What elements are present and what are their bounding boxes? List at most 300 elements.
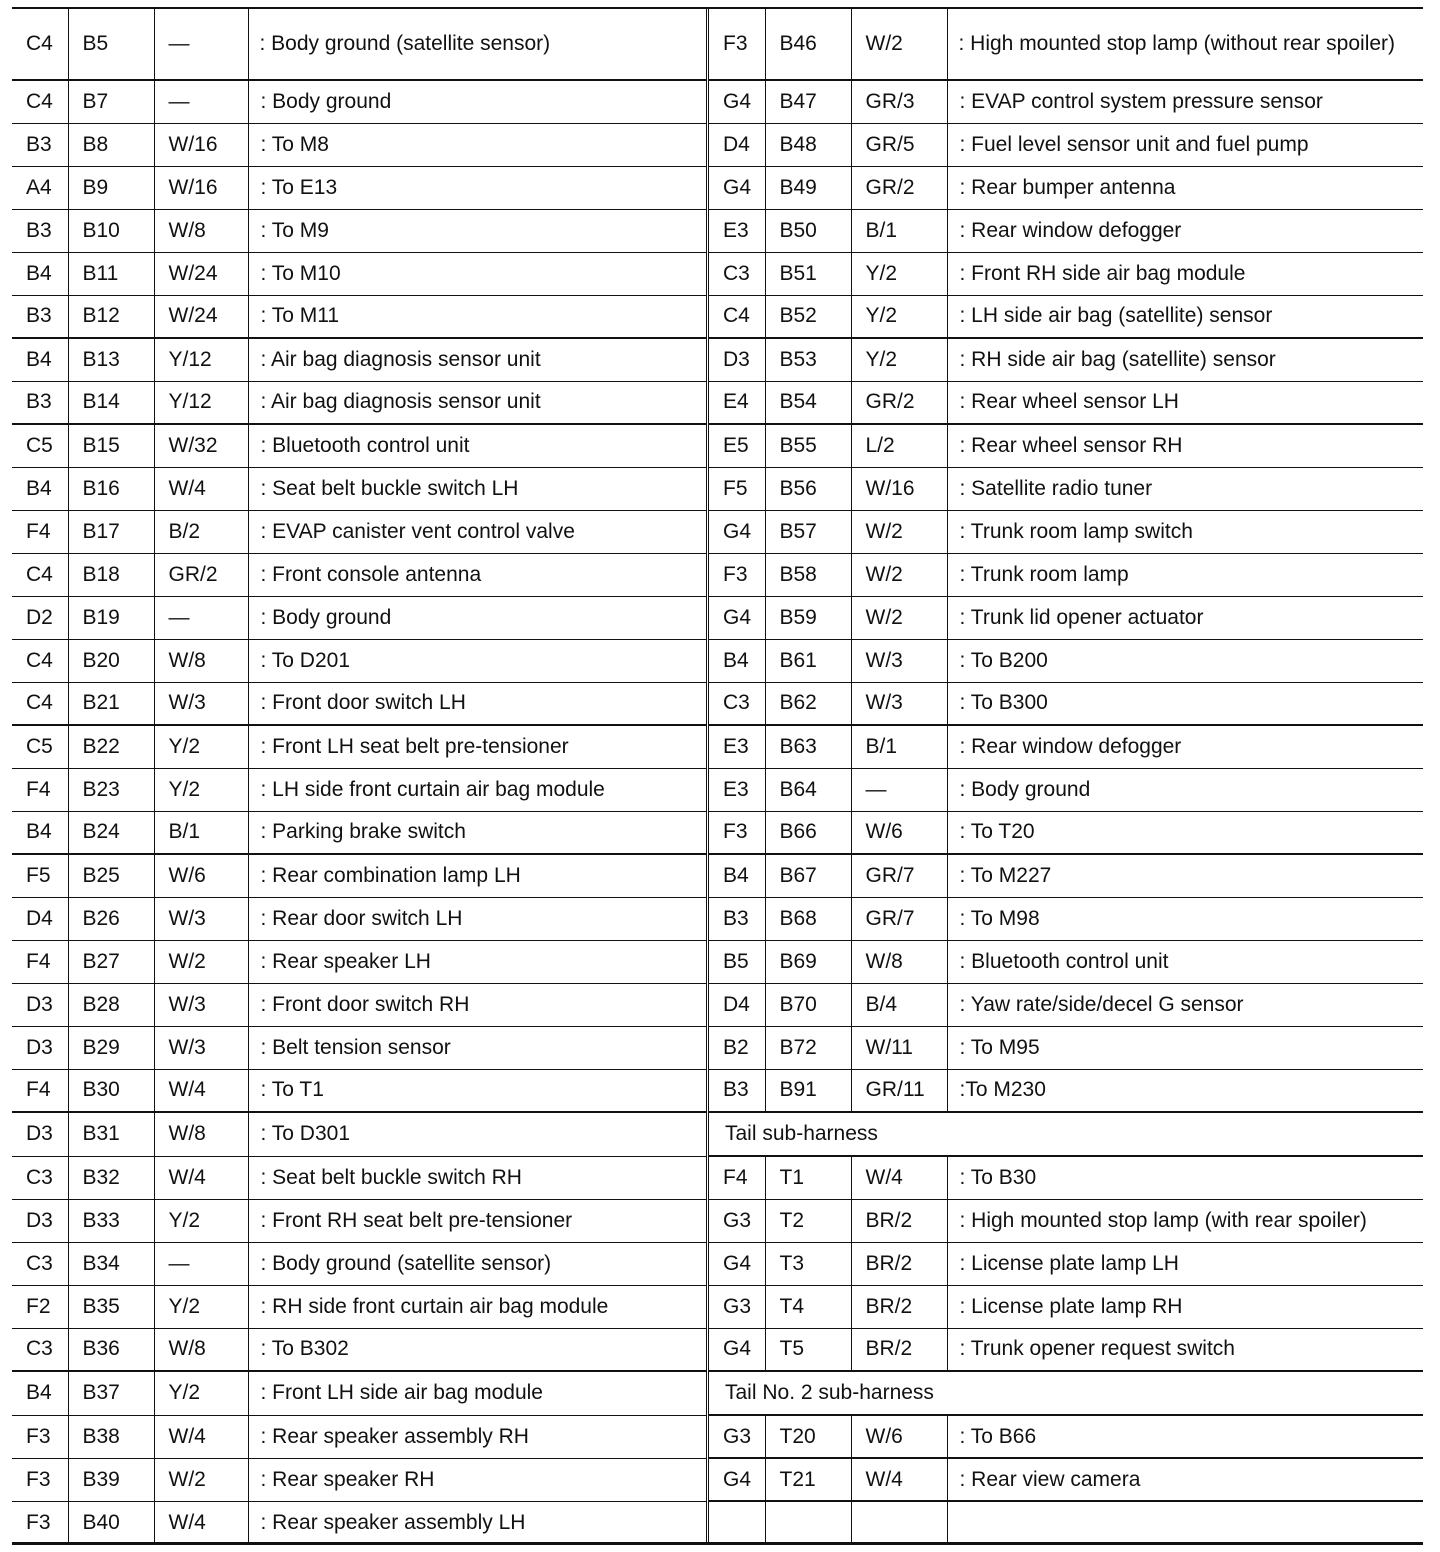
connector-list-sheet [12, 7, 1423, 1545]
connector-color-cell [851, 1501, 947, 1545]
connector-color-cell: Y/12 [154, 338, 248, 381]
description-cell: : To M9 [248, 209, 706, 252]
connector-number-cell: B35 [68, 1285, 154, 1328]
connector-color-cell: W/24 [154, 252, 248, 295]
connector-color-cell: W/2 [154, 1458, 248, 1501]
grid-ref-cell: G4 [709, 1328, 765, 1371]
description-cell: : Rear wheel sensor LH [947, 381, 1423, 424]
connector-number-cell: B23 [68, 768, 154, 811]
grid-ref-cell: G4 [709, 510, 765, 553]
connector-number-cell [765, 1501, 851, 1545]
description-cell: : To M227 [947, 854, 1423, 897]
connector-color-cell: GR/3 [851, 80, 947, 123]
table-row [12, 123, 706, 166]
table-row [12, 596, 706, 639]
grid-ref-cell: C5 [12, 725, 68, 768]
connector-color-cell: W/2 [154, 940, 248, 983]
connector-number-cell: B70 [765, 983, 851, 1026]
description-cell: : To E13 [248, 166, 706, 209]
connector-number-cell: B18 [68, 553, 154, 596]
connector-color-cell: B/1 [154, 811, 248, 854]
description-cell: : Trunk opener request switch [947, 1328, 1423, 1371]
connector-color-cell: W/6 [851, 811, 947, 854]
connector-number-cell: T2 [765, 1199, 851, 1242]
grid-ref-cell: F3 [12, 1458, 68, 1501]
connector-number-cell: B59 [765, 596, 851, 639]
grid-ref-cell: C4 [12, 553, 68, 596]
grid-ref-cell: E4 [709, 381, 765, 424]
connector-number-cell: B62 [765, 682, 851, 725]
connector-color-cell: W/4 [154, 467, 248, 510]
grid-ref-cell: F4 [12, 768, 68, 811]
grid-ref-cell: C3 [12, 1156, 68, 1199]
connector-number-cell: B46 [765, 9, 851, 80]
connector-number-cell: B39 [68, 1458, 154, 1501]
connector-color-cell: GR/7 [851, 897, 947, 940]
connector-color-cell: GR/2 [154, 553, 248, 596]
description-cell: : Rear speaker assembly RH [248, 1415, 706, 1458]
connector-color-cell: W/3 [154, 682, 248, 725]
connector-color-cell: Y/2 [154, 725, 248, 768]
connector-color-cell: Y/12 [154, 381, 248, 424]
connector-number-cell: B51 [765, 252, 851, 295]
table-row [709, 1242, 1423, 1285]
connector-color-cell: W/4 [154, 1069, 248, 1112]
description-cell: : Front RH seat belt pre-tensioner [248, 1199, 706, 1242]
connector-number-cell: B9 [68, 166, 154, 209]
description-cell: : Fuel level sensor unit and fuel pump [947, 123, 1423, 166]
connector-color-cell: GR/2 [851, 166, 947, 209]
table-row [709, 1199, 1423, 1242]
connector-number-cell: B34 [68, 1242, 154, 1285]
description-cell [947, 1501, 1423, 1545]
grid-ref-cell: D4 [709, 983, 765, 1026]
connector-number-cell: B27 [68, 940, 154, 983]
connector-color-cell: BR/2 [851, 1199, 947, 1242]
description-cell: : Rear door switch LH [248, 897, 706, 940]
connector-number-cell: B20 [68, 639, 154, 682]
description-cell: : Front LH seat belt pre-tensioner [248, 725, 706, 768]
table-row [709, 1458, 1423, 1501]
connector-color-cell: BR/2 [851, 1242, 947, 1285]
connector-color-cell: W/4 [154, 1156, 248, 1199]
connector-table-left [12, 9, 706, 1545]
description-cell: :To M230 [947, 1069, 1423, 1112]
table-row [709, 338, 1423, 381]
connector-color-cell: GR/11 [851, 1069, 947, 1112]
connector-number-cell: B15 [68, 424, 154, 467]
grid-ref-cell: G3 [709, 1415, 765, 1458]
grid-ref-cell: D3 [709, 338, 765, 381]
grid-ref-cell: F2 [12, 1285, 68, 1328]
connector-color-cell: B/1 [851, 725, 947, 768]
description-cell: : LH side air bag (satellite) sensor [947, 295, 1423, 338]
table-row [709, 725, 1423, 768]
table-row [709, 1501, 1423, 1545]
connector-number-cell: B24 [68, 811, 154, 854]
grid-ref-cell: C4 [12, 639, 68, 682]
connector-number-cell: B5 [68, 9, 154, 80]
description-cell: : High mounted stop lamp (without rear spoiler) [958, 32, 1396, 55]
table-row [709, 467, 1423, 510]
grid-ref-cell: F3 [709, 811, 765, 854]
connector-color-cell: BR/2 [851, 1285, 947, 1328]
table-row [12, 811, 706, 854]
grid-ref-cell: B3 [12, 381, 68, 424]
table-row [12, 897, 706, 940]
connector-number-cell: B64 [765, 768, 851, 811]
connector-number-cell: B16 [68, 467, 154, 510]
connector-number-cell: B25 [68, 854, 154, 897]
table-row [12, 295, 706, 338]
connector-number-cell: B50 [765, 209, 851, 252]
table-row [12, 1328, 706, 1371]
description-cell: : Front door switch LH [248, 682, 706, 725]
description-cell: : To D301 [248, 1112, 706, 1156]
table-row [709, 123, 1423, 166]
table-row [709, 1112, 1423, 1156]
connector-color-cell: W/4 [851, 1156, 947, 1199]
connector-color-cell: W/11 [851, 1026, 947, 1069]
table-row [12, 854, 706, 897]
section-heading: Tail sub-harness [709, 1112, 1423, 1156]
table-row [12, 682, 706, 725]
table-row [709, 983, 1423, 1026]
connector-color-cell: W/8 [154, 209, 248, 252]
grid-ref-cell: F3 [709, 553, 765, 596]
description-cell: : Body ground [248, 80, 706, 123]
table-row [12, 80, 706, 123]
connector-color-cell: Y/2 [154, 1371, 248, 1415]
grid-ref-cell: F4 [12, 1069, 68, 1112]
connector-number-cell: B40 [68, 1501, 154, 1545]
table-row [709, 596, 1423, 639]
connector-number-cell: B67 [765, 854, 851, 897]
connector-number-cell: B58 [765, 553, 851, 596]
grid-ref-cell: C3 [12, 1242, 68, 1285]
connector-color-cell: W/6 [851, 1415, 947, 1458]
table-row [709, 811, 1423, 854]
grid-ref-cell: B4 [12, 252, 68, 295]
table-row [12, 768, 706, 811]
connector-color-cell: W/4 [851, 1458, 947, 1501]
connector-number-cell: B29 [68, 1026, 154, 1069]
description-cell: : Rear window defogger [947, 209, 1423, 252]
connector-color-cell: BR/2 [851, 1328, 947, 1371]
grid-ref-cell: F4 [12, 510, 68, 553]
table-row [709, 424, 1423, 467]
grid-ref-cell: G3 [709, 1285, 765, 1328]
connector-number-cell: B56 [765, 467, 851, 510]
connector-number-cell: B38 [68, 1415, 154, 1458]
table-row [12, 1199, 706, 1242]
connector-color-cell: W/2 [851, 510, 947, 553]
table-row [12, 1501, 706, 1545]
connector-color-cell: B/2 [154, 510, 248, 553]
connector-number-cell: B22 [68, 725, 154, 768]
connector-color-cell: — [154, 9, 248, 80]
connector-number-cell: B12 [68, 295, 154, 338]
connector-color-cell: B/1 [851, 209, 947, 252]
grid-ref-cell: D3 [12, 1199, 68, 1242]
table-row [12, 1069, 706, 1112]
connector-number-cell: B57 [765, 510, 851, 553]
description-cell: : Rear combination lamp LH [248, 854, 706, 897]
description-cell: : License plate lamp RH [947, 1285, 1423, 1328]
description-cell: : To B300 [947, 682, 1423, 725]
description-cell: : EVAP canister vent control valve [248, 510, 706, 553]
connector-color-cell: W/6 [154, 854, 248, 897]
grid-ref-cell: F4 [12, 940, 68, 983]
description-cell: : To M95 [947, 1026, 1423, 1069]
description-cell: : Rear window defogger [947, 725, 1423, 768]
description-cell: : Rear view camera [947, 1458, 1423, 1501]
connector-number-cell: B13 [68, 338, 154, 381]
connector-number-cell: B33 [68, 1199, 154, 1242]
description-cell: : Front LH side air bag module [248, 1371, 706, 1415]
table-row [709, 854, 1423, 897]
grid-ref-cell: F5 [709, 467, 765, 510]
description-cell: : To B200 [947, 639, 1423, 682]
connector-color-cell: W/2 [851, 596, 947, 639]
connector-number-cell: B10 [68, 209, 154, 252]
grid-ref-cell: B4 [12, 338, 68, 381]
connector-number-cell: T3 [765, 1242, 851, 1285]
grid-ref-cell: B4 [12, 467, 68, 510]
description-cell: : Trunk lid opener actuator [947, 596, 1423, 639]
grid-ref-cell: E3 [709, 209, 765, 252]
connector-color-cell: Y/2 [154, 768, 248, 811]
connector-color-cell: W/8 [154, 1112, 248, 1156]
description-cell: : Front door switch RH [248, 983, 706, 1026]
connector-number-cell: B30 [68, 1069, 154, 1112]
grid-ref-cell: F3 [709, 9, 765, 80]
table-row [12, 1371, 706, 1415]
table-row [709, 1328, 1423, 1371]
description-cell: : To M11 [248, 295, 706, 338]
grid-ref-cell: C3 [709, 252, 765, 295]
connector-color-cell: W/3 [851, 639, 947, 682]
connector-color-cell: W/8 [154, 639, 248, 682]
description-cell: : High mounted stop lamp (with rear spoiler) [947, 1199, 1423, 1242]
grid-ref-cell: B4 [709, 854, 765, 897]
table-row [12, 1112, 706, 1156]
connector-table-right [709, 9, 1423, 1545]
table-row [709, 639, 1423, 682]
description-cell: : Air bag diagnosis sensor unit [248, 338, 706, 381]
connector-number-cell: B7 [68, 80, 154, 123]
description-cell: : Trunk room lamp [947, 553, 1423, 596]
description-cell: : Trunk room lamp switch [947, 510, 1423, 553]
table-row [709, 1156, 1423, 1199]
connector-number-cell: B26 [68, 897, 154, 940]
grid-ref-cell: B3 [709, 1069, 765, 1112]
table-row [12, 510, 706, 553]
description-cell: : Air bag diagnosis sensor unit [248, 381, 706, 424]
description-cell: : Front console antenna [248, 553, 706, 596]
table-row [709, 252, 1423, 295]
connector-color-cell: W/8 [154, 1328, 248, 1371]
connector-number-cell: B91 [765, 1069, 851, 1112]
table-row [12, 639, 706, 682]
grid-ref-cell: G4 [709, 596, 765, 639]
table-row [709, 940, 1423, 983]
grid-ref-cell: F4 [709, 1156, 765, 1199]
grid-ref-cell: B3 [709, 897, 765, 940]
description-cell: : RH side front curtain air bag module [248, 1285, 706, 1328]
connector-color-cell: W/3 [154, 897, 248, 940]
connector-color-cell: — [851, 768, 947, 811]
connector-number-cell: B72 [765, 1026, 851, 1069]
description-cell: : Rear speaker RH [248, 1458, 706, 1501]
table-row [709, 897, 1423, 940]
description-cell: : To D201 [248, 639, 706, 682]
description-cell: : License plate lamp LH [947, 1242, 1423, 1285]
connector-number-cell: B49 [765, 166, 851, 209]
connector-number-cell: T5 [765, 1328, 851, 1371]
connector-color-cell: Y/2 [851, 252, 947, 295]
grid-ref-cell: F3 [12, 1501, 68, 1545]
connector-number-cell: T1 [765, 1156, 851, 1199]
table-row [12, 1026, 706, 1069]
description-cell: : Rear speaker assembly LH [248, 1501, 706, 1545]
grid-ref-cell: G4 [709, 80, 765, 123]
connector-color-cell: W/3 [851, 682, 947, 725]
grid-ref-cell: E3 [709, 768, 765, 811]
grid-ref-cell: G4 [709, 1242, 765, 1285]
table-row [709, 1069, 1423, 1112]
table-row [12, 252, 706, 295]
connector-color-cell: — [154, 80, 248, 123]
connector-number-cell: B32 [68, 1156, 154, 1199]
grid-ref-cell: C5 [12, 424, 68, 467]
table-row [709, 9, 1423, 80]
table-row [709, 381, 1423, 424]
grid-ref-cell: G3 [709, 1199, 765, 1242]
table-row [12, 553, 706, 596]
connector-number-cell: B53 [765, 338, 851, 381]
table-row [709, 553, 1423, 596]
connector-number-cell: B11 [68, 252, 154, 295]
table-row [709, 1415, 1423, 1458]
grid-ref-cell: D4 [709, 123, 765, 166]
connector-color-cell: GR/5 [851, 123, 947, 166]
grid-ref-cell: D3 [12, 983, 68, 1026]
grid-ref-cell [709, 1501, 765, 1545]
description-cell: : Rear bumper antenna [947, 166, 1423, 209]
connector-number-cell: T21 [765, 1458, 851, 1501]
description-cell: : Parking brake switch [248, 811, 706, 854]
table-row [709, 209, 1423, 252]
connector-color-cell: L/2 [851, 424, 947, 467]
grid-ref-cell: C4 [709, 295, 765, 338]
table-row [12, 9, 706, 80]
grid-ref-cell: D3 [12, 1112, 68, 1156]
connector-color-cell: W/16 [154, 166, 248, 209]
description-cell: : To M8 [248, 123, 706, 166]
connector-number-cell: T20 [765, 1415, 851, 1458]
description-cell: : To M98 [947, 897, 1423, 940]
connector-number-cell: B47 [765, 80, 851, 123]
table-row [709, 1371, 1423, 1415]
connector-color-cell: GR/7 [851, 854, 947, 897]
description-cell: : Body ground [248, 596, 706, 639]
connector-color-cell: B/4 [851, 983, 947, 1026]
connector-number-cell: B48 [765, 123, 851, 166]
connector-color-cell: — [154, 1242, 248, 1285]
connector-number-cell: B28 [68, 983, 154, 1026]
connector-number-cell: B68 [765, 897, 851, 940]
table-row [12, 338, 706, 381]
table-row [709, 166, 1423, 209]
grid-ref-cell: B3 [12, 209, 68, 252]
table-row [12, 725, 706, 768]
connector-color-cell: W/3 [154, 1026, 248, 1069]
description-cell: : To M10 [248, 252, 706, 295]
table-row [709, 768, 1423, 811]
connector-number-cell: B63 [765, 725, 851, 768]
grid-ref-cell: E5 [709, 424, 765, 467]
table-row [12, 940, 706, 983]
table-row [709, 510, 1423, 553]
connector-color-cell: W/8 [851, 940, 947, 983]
table-row [12, 983, 706, 1026]
description-cell: : Seat belt buckle switch RH [248, 1156, 706, 1199]
connector-number-cell: B17 [68, 510, 154, 553]
connector-color-cell: Y/2 [154, 1199, 248, 1242]
table-row [12, 1415, 706, 1458]
connector-color-cell: W/16 [851, 467, 947, 510]
table-row [709, 80, 1423, 123]
table-row [12, 1242, 706, 1285]
table-row [12, 209, 706, 252]
connector-color-cell: W/32 [154, 424, 248, 467]
description-cell: : To B30 [947, 1156, 1423, 1199]
grid-ref-cell: C3 [12, 1328, 68, 1371]
table-row [12, 424, 706, 467]
connector-color-cell: W/16 [154, 123, 248, 166]
connector-number-cell: B61 [765, 639, 851, 682]
description-cell: : Front RH side air bag module [947, 252, 1423, 295]
description-cell: : RH side air bag (satellite) sensor [947, 338, 1423, 381]
connector-color-cell: W/4 [154, 1415, 248, 1458]
connector-number-cell: B14 [68, 381, 154, 424]
description-cell: : Body ground (satellite sensor) [248, 1242, 706, 1285]
connector-color-cell: W/3 [154, 983, 248, 1026]
description-cell: : Rear wheel sensor RH [947, 424, 1423, 467]
connector-color-cell: W/24 [154, 295, 248, 338]
description-cell: : To T1 [248, 1069, 706, 1112]
connector-color-cell: — [154, 596, 248, 639]
grid-ref-cell: B4 [12, 811, 68, 854]
connector-number-cell: B52 [765, 295, 851, 338]
connector-number-cell: B36 [68, 1328, 154, 1371]
grid-ref-cell: B2 [709, 1026, 765, 1069]
grid-ref-cell: G4 [709, 1458, 765, 1501]
connector-color-cell: Y/2 [851, 338, 947, 381]
grid-ref-cell: C4 [12, 80, 68, 123]
table-row [709, 1026, 1423, 1069]
grid-ref-cell: F3 [12, 1415, 68, 1458]
connector-number-cell: B54 [765, 381, 851, 424]
table-row [709, 1285, 1423, 1328]
table-row [12, 381, 706, 424]
grid-ref-cell: A4 [12, 166, 68, 209]
grid-ref-cell: E3 [709, 725, 765, 768]
connector-number-cell: B66 [765, 811, 851, 854]
connector-number-cell: B69 [765, 940, 851, 983]
description-cell: : Belt tension sensor [248, 1026, 706, 1069]
